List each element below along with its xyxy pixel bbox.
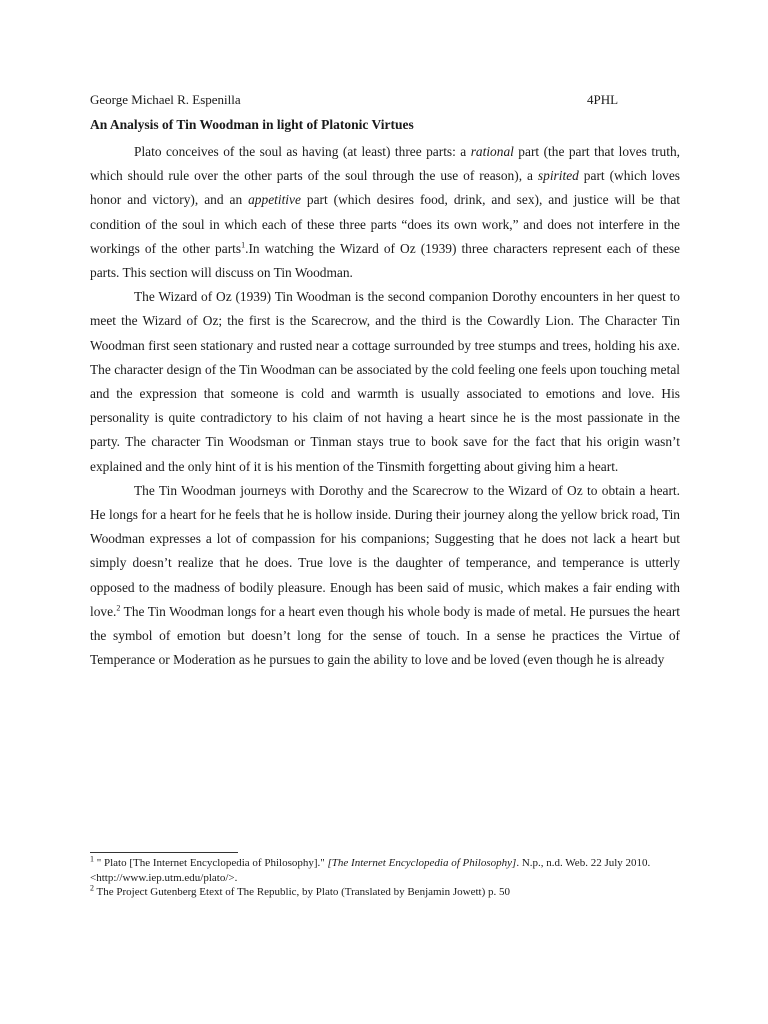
emphasis-appetitive: appetitive xyxy=(248,192,301,208)
emphasis-rational: rational xyxy=(470,144,514,159)
course-code: 4PHL xyxy=(587,92,619,107)
footnote-1: $^1$ " Plato [The Internet Encyclopedia of Philosophy]." [The Internet Encyclopedia of Philosophy]. N.p., n.d. Web. 22 July 2010. <http://www.iep.utm.edu/plato/>. xyxy=(90,854,651,884)
author-name: George Michael R. Espenilla xyxy=(90,92,241,107)
footnotes xyxy=(90,856,680,900)
footnote-ref-1[interactable]: 1 xyxy=(241,240,246,250)
footnote-number: 2 xyxy=(90,883,94,893)
footnote-separator xyxy=(90,852,238,853)
footnote-number: 1 xyxy=(90,854,94,864)
paragraph-3: The Tin Woodman journeys with Dorothy and the Scarecrow to the Wizard of Oz to obtain a heart. He longs for a heart for he feels that he is hollow inside. During their journey along the yellow brick road, Tin Woodman expresses a lot of compassion for his companions; Suggesting that he does not lack a heart but simply doesn’t realize that he does. True love is the daughter of temperance, and temperance is utterly opposed to the madness of bodily pleasure. Enough has been said of music, which makes a fair ending with love.$^2$ The Tin Woodman longs for a heart even though his whole body is made of metal. He pursues the heart the symbol of emotion but doesn’t long for the sense of touch. In a sense he practices the Virtue of Temperance or Moderation as he pursues to gain the ability to love and be loved (even though he is already xyxy=(90,482,680,668)
paragraph-2: The Wizard of Oz (1939) Tin Woodman is the second companion Dorothy encounters in her quest to meet the Wizard of Oz; the first is the Scarecrow, and the third is the Cowardly Lion. The Character Tin Woodman first seen stationary and rusted near a cottage surrounded by tree stumps and trees, holding his axe. The character design of the Tin Woodman can be associated by the cold feeling one feels upon touching metal and the expression that someone is cold and warmth is usually associated to emotions and love. His personality is quite contradictory to his claim of not having a heart since he is the most passionate in the party. The character Tin Woodsman or Tinman stays true to book save for the fact that his origin wasn’t explained and the only hint of it is his mention of the Tinsmith forgetting about giving him a heart. xyxy=(90,289,680,474)
emphasis-spirited: spirited xyxy=(537,168,579,184)
paragraph-1: Plato conceives of the soul as having (at least) three parts: a rational part (the part that loves truth, which should rule over the other parts of the soul through the use of reason), a spirited part (which loves honor and victory), and an appetitive part (which desires food, drink, and sex), and justice will be that condition of the soul in which each of these three parts “does its own work,” and does not interfere in the workings of the other parts$^1$.In watching the Wizard of Oz (1939) three characters represent each of these parts. This section will discuss on Tin Woodman. xyxy=(90,144,680,281)
footnote-2: $^2$ The Project Gutenberg Etext of The Republic, by Plato (Translated by Benjamin Jowett) p. 50 xyxy=(90,883,510,898)
footnote-ref-2[interactable]: 2 xyxy=(116,603,121,613)
document-title: An Analysis of Tin Woodman in light of Platonic Virtues xyxy=(90,117,414,132)
document-body xyxy=(90,140,680,672)
